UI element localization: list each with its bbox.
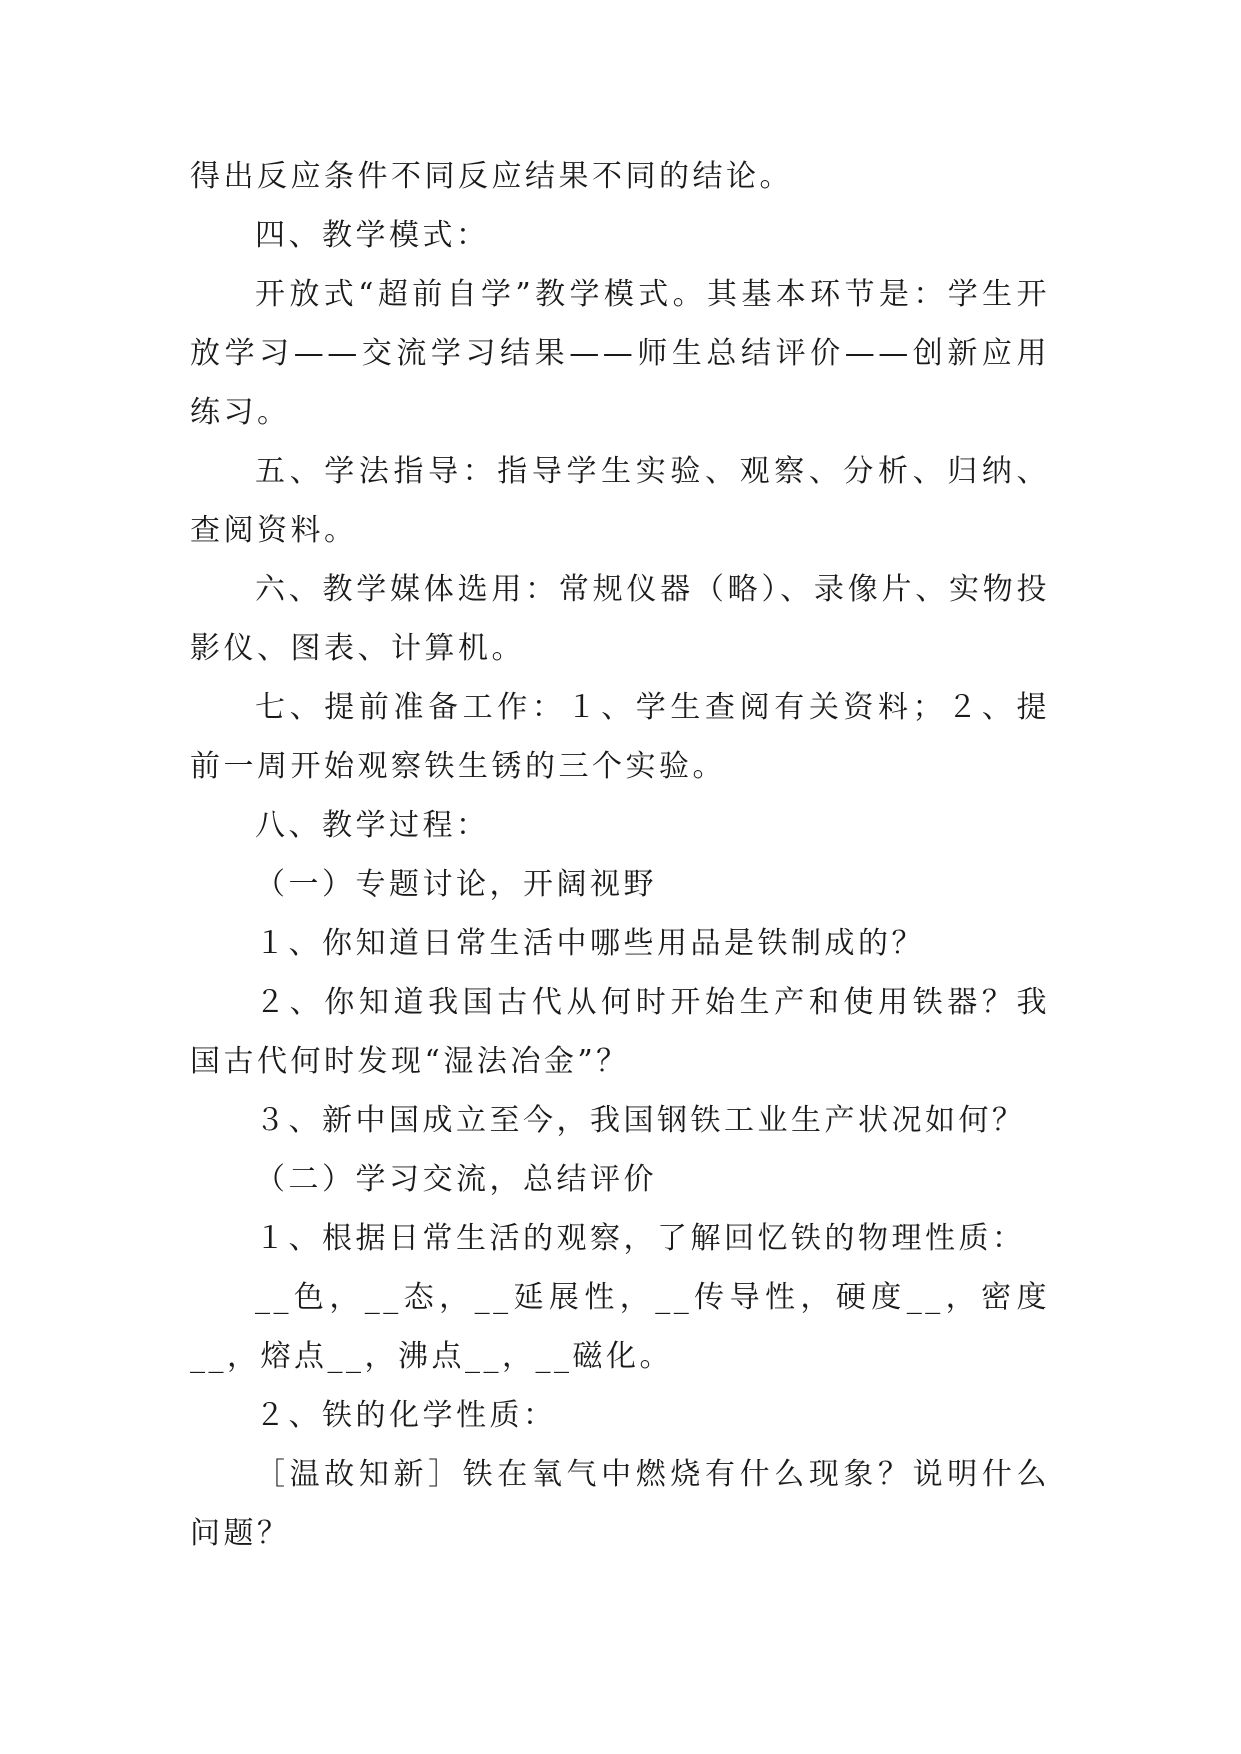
review-question: ［温故知新］铁在氧气中燃烧有什么现象？说明什么问题？ (190, 1457, 1050, 1551)
paragraph-teaching-mode: 开放式“超前自学”教学模式。其基本环节是：学生开放学习——交流学习结果——师生总结评价——创新应用练习。 (190, 277, 1050, 430)
question-3: ３、新中国成立至今，我国钢铁工业生产状况如何？ (255, 1103, 1026, 1138)
heading-teaching-process: 八、教学过程： (255, 808, 490, 843)
paragraph-teaching-media: 六、教学媒体选用：常规仪器（略）、录像片、实物投影仪、图表、计算机。 (190, 572, 1050, 666)
fill-in-blanks-properties: __色，__态，__延展性，__传导性，硬度__，密度__，熔点__，沸点__，__磁化。 (190, 1280, 1050, 1374)
question-2: ２、你知道我国古代从何时开始生产和使用铁器？我国古代何时发现“湿法冶金”？ (190, 985, 1050, 1079)
paragraph-study-guidance: 五、学法指导：指导学生实验、观察、分析、归纳、查阅资料。 (190, 454, 1050, 548)
document-body (190, 147, 1050, 1563)
paragraph-conclusion: 得出反应条件不同反应结果不同的结论。 (190, 159, 793, 194)
question-1: １、你知道日常生活中哪些用品是铁制成的？ (255, 926, 925, 961)
heading-teaching-mode: 四、教学模式： (255, 218, 490, 253)
subheading-learning-exchange: （二）学习交流，总结评价 (255, 1162, 657, 1197)
paragraph-preparation: 七、提前准备工作：１、学生查阅有关资料；２、提前一周开始观察铁生锈的三个实验。 (190, 690, 1050, 784)
subheading-topic-discussion: （一）专题讨论，开阔视野 (255, 867, 657, 902)
item-chemical-properties: ２、铁的化学性质： (255, 1398, 557, 1433)
item-physical-properties: １、根据日常生活的观察，了解回忆铁的物理性质： (255, 1221, 1026, 1256)
